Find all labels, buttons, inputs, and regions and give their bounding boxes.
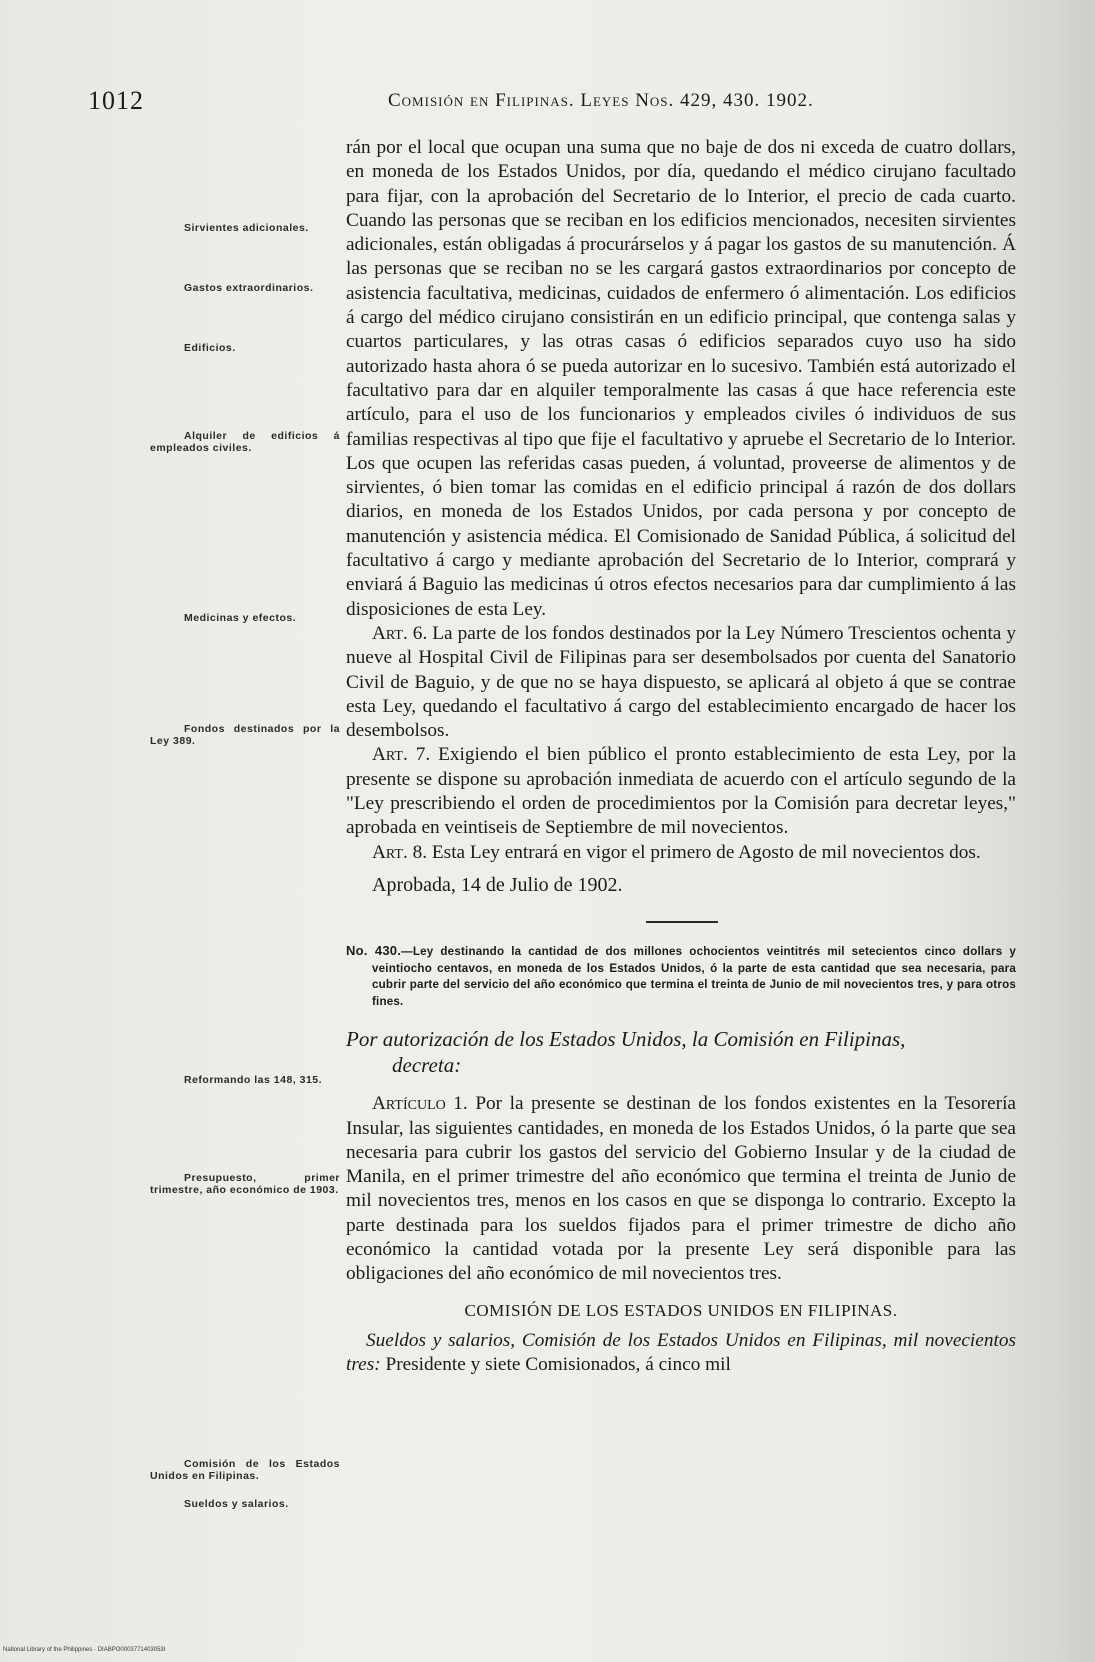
section-heading: COMISIÓN DE LOS ESTADOS UNIDOS EN FILIPINAS. — [464, 1300, 898, 1320]
salaries-paragraph — [346, 1329, 1016, 1378]
article-text: Esta Ley entrará en vigor el primero de Agosto de mil novecientos dos. — [431, 841, 981, 863]
article-text: Por la presente se destinan de los fondos existentes en la Tesorería Insular, las siguientes cantidades, en moneda de los Estados Unidos, ó la parte que sea necesaria para cubrir los gastos del servicio del Gobierno Insular y de la ciudad de Manila, en el primer trimestre del año económico que termina el treinta de Junio de mil novecientos tres, menos en los casos en que se disponga lo contrario. Excepto la parte destinada para los sueldos fijados para el primer trimestre de dicho año económico la cantidad votada por la presente Ley será disponible para las obligaciones del año económico de mil novecientos tres. — [346, 1093, 1016, 1285]
article-8 — [346, 841, 1016, 865]
salaries-text: Presidente y siete Comisionados, á cinco mil — [385, 1354, 731, 1376]
article-label: Art. 8. — [372, 841, 428, 863]
page-number: 1012 — [88, 86, 144, 115]
law-430-title — [346, 943, 1016, 1010]
decree-line-1: Por autorización de los Estados Unidos, la Comisión en Filipinas, — [346, 1027, 906, 1052]
margin-note: Sueldos y salarios. — [184, 1498, 289, 1510]
law-description: —Ley destinando la cantidad de dos millones ochocientos veintitrés mil setecientos cinco dollars y veintiocho centavos, en moneda de los Estados Unidos, ó la parte de esta cantidad que sea necesaria, para cubrir parte del servicio del año económico que termina el treinta de Junio de mil novecientos tres, y para otros fines. — [372, 945, 1016, 1008]
margin-note: Comisión de los Estados Unidos en Filipinas. — [150, 1458, 340, 1482]
article-6 — [346, 622, 1016, 743]
article-1 — [346, 1092, 1016, 1286]
scan-credit: National Library of the Philippines · DIABPO0003771403053I — [3, 1647, 166, 1653]
margin-note: Sirvientes adicionales. — [184, 222, 309, 234]
running-head: Comisión en Filipinas. Leyes Nos. 429, 430. 1902. — [388, 90, 814, 111]
article-text: La parte de los fondos destinados por la Ley Número Trescientos ochenta y nueve al Hospital Civil de Filipinas para ser desembolsados por cuenta del Sanatorio Civil de Baguio, y de que no se haya dispuesto, se aplicará al objeto á que se contrae esta Ley, quedando el facultativo á cargo del establecimiento encargado de hacer los desembolsos. — [346, 622, 1017, 742]
law-number: No. 430. — [346, 943, 402, 959]
article-label: Artículo 1. — [372, 1093, 468, 1115]
approval-date: Aprobada, 14 de Julio de 1902. — [372, 873, 623, 896]
salaries-heading: Sueldos y salarios, Comisión de los Estados Unidos en Filipinas, mil novecientos tres: — [346, 1329, 1016, 1376]
margin-note: Edificios. — [184, 342, 236, 354]
article-7 — [346, 743, 1016, 840]
page-header — [88, 86, 988, 120]
margin-note: Fondos destinados por la Ley 389. — [150, 723, 340, 747]
margin-note: Medicinas y efectos. — [184, 612, 297, 624]
paragraph: rán por el local que ocupan una suma que no baje de dos ni exceda de cuatro dollars, en moneda de los Estados Unidos, por día, quedando el médico cirujano facultado para fijar, con la aprobación del Secretario de lo Interior, el precio de cada cuarto. Cuando las personas que se reciban en los edificios mencionados, necesiten sirvientes adicionales, están obligadas á procurárselos y á pagar los gastos de su manutención. Á las personas que se reciban no se les cargará gastos extraordinarios por concepto de asistencia facultativa, medicinas, cuidados de enfermero ó alimentación. Los edificios á cargo del médico cirujano consistirán en un edificio principal, que contenga salas y cuartos particulares, y las otras casas ó edificios separados cuyo uso ha sido autorizado hasta ahora ó se pueda autorizar en lo sucesivo. También está autorizado el facultativo para dar en alquiler temporalmente las casas á que hace referencia este artículo, para el uso de los funcionarios y empleados civiles ó individuos de sus familias respectivas al tipo que fije el facultativo y apruebe el Secretario de lo Interior. Los que ocupen las referidas casas pueden, á voluntad, proveerse de alimentos y de sirvientes, ó bien tomar las comidas en el edificio principal á razón de dos dollars diarios, en moneda de los Estados Unidos, por cada persona y por concepto de manutención y asistencia médica. El Comisionado de Sanidad Pública, á solicitud del facultativo á cargo y mediante aprobación del Secretario de lo Interior, comprará y enviará á Baguio las medicinas ú otros efectos necesarios para dar cumplimiento á las disposiciones de esta Ley. — [346, 137, 1016, 620]
main-text — [346, 136, 1016, 1377]
article-text: Exigiendo el bien público el pronto establecimiento de esta Ley, por la presente se dispone su aprobación inmediata de acuerdo con el artículo segundo de la "Ley prescribiendo el orden de procedimientos por la Comisión para decretar leyes," aprobada en veintiseis de Septiembre de mil novecientos. — [346, 744, 1017, 839]
article-label: Art. 7. — [372, 744, 431, 766]
decree-line-2: decreta: — [392, 1053, 462, 1078]
margin-note: Presupuesto, primer trimestre, año económico de 1903. — [150, 1172, 340, 1196]
decree — [346, 1026, 1016, 1078]
margin-note: Reformando las 148, 315. — [184, 1074, 323, 1086]
article-label: Art. 6. — [372, 622, 428, 644]
divider — [646, 921, 718, 923]
margin-note: Gastos extraordinarios. — [184, 282, 314, 294]
margin-note: Alquiler de edificios á empleados civiles. — [150, 430, 340, 454]
